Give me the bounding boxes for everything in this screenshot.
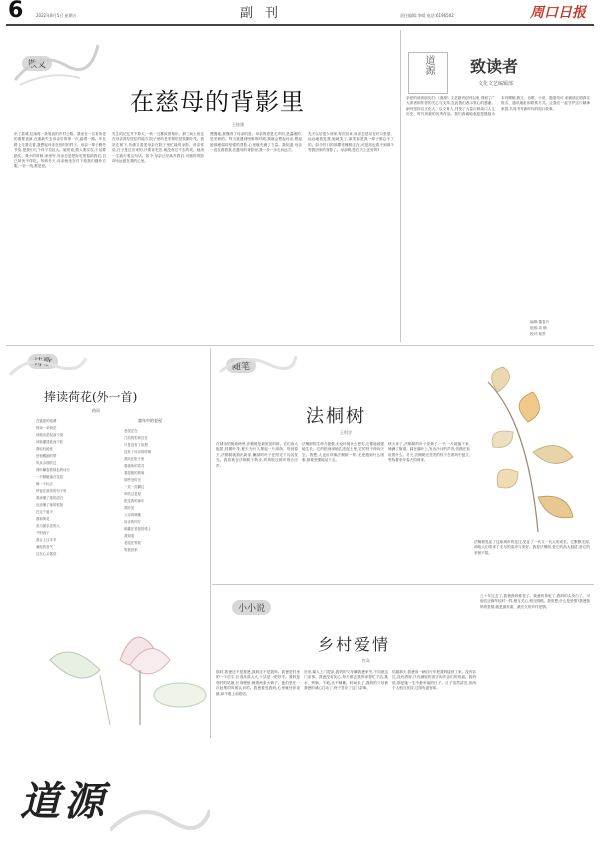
editor-info: 责任编辑:李晴 电话:6196502	[400, 13, 454, 18]
suibi-author: 王科学	[340, 430, 352, 435]
poem-line: 门前的枣树还在	[124, 436, 148, 440]
poem-line: 读她濯清涟而不妖	[36, 440, 64, 444]
ink-decoration	[10, 30, 100, 90]
bottom-calligraphy-logo: 道源	[20, 778, 108, 825]
poem-line: 老屋还在	[124, 429, 138, 433]
essay-section-tag: 散文	[22, 56, 52, 71]
suibi-column-1: 在城市的街道两旁,法桐树是最常见的树。它们高大挺拔,枝繁叶茂,夏天为行人撑起一片绿荫。每到春天,法桐树就抽出新芽,嫩绿的叶子在阳光下闪闪发光。我喜欢在法桐树下散步,听风吹过树叶的沙沙声。	[216, 442, 298, 468]
poem-line: 怕惊醒她的梦	[36, 454, 57, 458]
story-column-4: 几十年过去了,我爸我妈都老了。我爸的背驼了,我妈的头发白了。可他们还像年轻时一样,相互关心,相互照顾。我常想,什么是爱情?我爸我妈的爱情,就是最朴素、最长久的乡村爱情。	[480, 594, 590, 609]
ink-decoration-suibi	[218, 350, 298, 380]
page-header	[0, 0, 600, 24]
lotus-illustration	[40, 600, 210, 730]
book-subtitle: 文化文艺编辑部	[478, 81, 514, 87]
poem-line: 停留在最美的句子里	[36, 489, 67, 493]
poem-line: 吹过我的童年	[124, 499, 145, 503]
story-author: 红岛	[362, 658, 370, 663]
poem-line: 没有了母亲的呼唤	[124, 450, 152, 454]
poem-line: 都藏在老屋的梁上	[124, 527, 152, 531]
poem-line: 等我回家	[124, 548, 138, 552]
poem-right-lines	[124, 428, 204, 554]
poem-line: 看墙角的青苔	[124, 464, 145, 468]
issue-date: 2022年8月5日 星期五	[36, 13, 77, 18]
section-name: 副刊	[240, 6, 291, 21]
poem-line: 也读懂了她的孤独	[36, 503, 64, 507]
story-column-1: 那时,我爸还不是我爸,我妈还不是我妈。我爸是村里的一个后生,长得高高大大,干活是一把好手。我妈是邻村的姑娘,长得俊俏,梳着两条大辫子。他们是在一次赶集的时候认识的。我爸看见我妈,心里就怦怦直跳,却不敢上前搭话。	[216, 670, 300, 696]
poem-line: 夕阳西下	[36, 531, 50, 535]
book-editor: 编辑:董春升	[530, 320, 550, 324]
poem-left-lines	[36, 418, 116, 558]
poem-line: 我和荷花	[36, 517, 50, 521]
essay-author: 王桂建	[232, 122, 244, 127]
poem-line: 满池的香气	[36, 545, 53, 549]
essay-column-2: 先生的记忆并不算大,一转一互都似曾相识。那三间土房还在母亲曾经居住的地方,院子里的老枣树依旧枝繁叶茂。我站在树下,仿佛又看见母亲在院子里忙碌的身影。母亲常说,日子是过出来的,只要肯吃苦,就没有过不去的坎。她用一生践行着这句话。如今,母亲已经离开我们,可她的背影却永远留在我的心里。	[112, 132, 204, 164]
poem-line: 一页一页翻过	[124, 485, 145, 489]
book-proofreader: 校对:杨景	[530, 332, 546, 336]
poem-line: 我合上这本书	[36, 538, 57, 542]
suibi-column-4: 法桐树见证了这座城市的变迁,见证了一代又一代人的成长。它默默无闻,却给人们带来了无尽的清凉与美好。我爱法桐树,爱它的高大挺拔,爱它的坚韧不拔。	[474, 540, 590, 555]
ink-wash-decoration	[110, 790, 210, 840]
poem-section-tag: 诗歌	[28, 354, 58, 369]
story-column-3: 结婚那天,我爸用一辆自行车把我妈接回了家。没有彩礼,没有酒席,只有满屋的喜字和乡亲们的祝福。我妈说,那是她一生中最幸福的日子。日子虽然清苦,但两个人相互扶持,过得有滋有味。	[392, 670, 476, 691]
poem-author: 路雨	[92, 408, 100, 413]
essay-column-1: 出了县城,往南再一条笔直的乡村公路。我坐在一名有所见的重要表演,在重新失去母亲后的第一次,踏着一路。车在路上走着走着,我想起母亲在世时的样子。母亲一辈子勤劳节俭,把我们几个孩子拉扯大。她常说,做人要实在,干活要踏实。我小的时候,家里穷,母亲总是把好吃的留给我们,自己却舍不得吃。每到冬天,母亲就坐在灯下给我们缝补衣服,一针一线,都是爱。	[14, 132, 106, 169]
poem-line: 那些旧时光	[124, 478, 141, 482]
suibi-section-tag: 随笔	[226, 358, 256, 373]
header-rule	[6, 24, 594, 26]
poem-line: 读她出淤泥而不染	[36, 433, 64, 437]
book-column-name: 道源	[423, 55, 434, 75]
leaves-illustration	[478, 362, 593, 537]
essay-title: 在慈母的背影里	[130, 88, 305, 116]
poem-line: 捧读一朵荷花	[36, 426, 57, 430]
book-title: 致读者	[470, 57, 519, 76]
poem-line: 风吹过老屋	[124, 492, 141, 496]
poem-line: 我轻轻地读	[36, 447, 53, 451]
poem-line: 我听见	[124, 506, 135, 510]
essay-book-divider	[400, 30, 401, 342]
poem-line: 还在心头萦绕	[36, 552, 57, 556]
essay-column-4: 先天以后很少回家,每次回来,母亲总是站在村口张望。远远地看见我,她就笑了,那笑容是我一辈子都忘不了的。如今村口的那棵老槐树还在,可是再也看不到那个等我回家的身影了。母亲啊,您在天上还好吗?	[308, 132, 394, 153]
top-section-rule	[6, 345, 594, 346]
poem-line: 在这个夏天	[36, 510, 53, 514]
poem-line: 在盛夏的池塘	[36, 419, 57, 423]
page-number: 6	[8, 0, 24, 23]
poem-line: 母亲的叮咛	[124, 520, 141, 524]
story-column-2: 后来,媒人上门提亲,我妈的父母嫌我爸家穷,不同意这门亲事。我爸没有灰心,每天都去我妈家帮忙干活,挑水、劈柴、下地,从不喊累。时间长了,我妈的父母被我爸的诚心打动了,终于答应了这门亲事。	[304, 670, 388, 691]
story-title: 乡村爱情	[318, 635, 391, 654]
poem-line: 成为最亲近的人	[36, 524, 60, 528]
suibi-column-3: 秋天来了,法桐树的叶子变黄了,一片一片地落下来,铺满了街道。踩在落叶上,发出沙沙的声音,仿佛在诉说着什么。冬天,法桐树光秃秃的枝干在寒风中挺立,等待着来年春天的到来。	[388, 442, 470, 463]
book-layout: 组版:周 楠	[530, 326, 547, 330]
poem-right-title: 童年中的老屋	[138, 418, 162, 423]
poem-suibi-divider	[210, 348, 211, 738]
poem-line: 一只蜻蜓落在花蕊	[36, 475, 64, 479]
poem-line: 我站在院子里	[124, 457, 145, 461]
poem-line: 父亲的咳嗽	[124, 513, 141, 517]
poem-title: 捧读荷花(外一首)	[44, 390, 138, 404]
poem-line: 风从水面吹过	[36, 461, 57, 465]
masthead-logo: 周口日报	[530, 5, 586, 21]
ink-decoration-poem	[8, 350, 88, 380]
suibi-column-2: 法桐树的生命力极强,无论环境多么恶劣,它都能顽强地生长。它的根深深地扎进泥土里,它的枝干伸向天空。我想,人也应该像法桐树一样,无论遇到什么困难,都要坚强地活下去。	[302, 442, 384, 463]
poem-line: 老屋在等我	[124, 541, 141, 545]
suibi-title: 法桐树	[306, 406, 366, 427]
poem-line: 只是没有了炊烟	[124, 443, 148, 447]
poem-line: 荷叶翻卷着绿色的诗行	[36, 468, 70, 472]
poem-line: 像一个标点	[36, 482, 53, 486]
essay-column-3: 慢慢地,我懂得了母亲的爱。母亲的爱是无声的,是温暖的,是坚韧的。每当我遇到困难的时候,我就会想起母亲,想起她那瘦弱却坚强的背影,心里就充满了力量。我知道,母亲一直在看着我,在慈母的背影里,我一步一步走向远方。	[210, 132, 302, 153]
suibi-story-rule	[212, 584, 594, 585]
poem-line: 我读懂了她的清白	[36, 496, 64, 500]
book-column-logo	[408, 52, 448, 94]
poem-line: 看屋檐的燕巢	[124, 471, 145, 475]
book-body: 亲爱的读者朋友们:《道源》文艺副刊创刊以来,得到了广大读者和作者的关心与支持,在此我们表示衷心的感谢。副刊坚持以文化人、以文育人,刊发了大量反映周口人文历史、时代风貌的优秀作品。我们真诚地欢迎您继续为本刊赐稿,散文、诗歌、小说、随笔均可,来稿请注明真实姓名、通讯地址和联系方式。让我们一起守护这片精神家园,共同书写新时代的周口故事。	[406, 96, 590, 117]
story-section-tag: 小小说	[232, 600, 271, 615]
poem-line: 我知道	[124, 534, 135, 538]
